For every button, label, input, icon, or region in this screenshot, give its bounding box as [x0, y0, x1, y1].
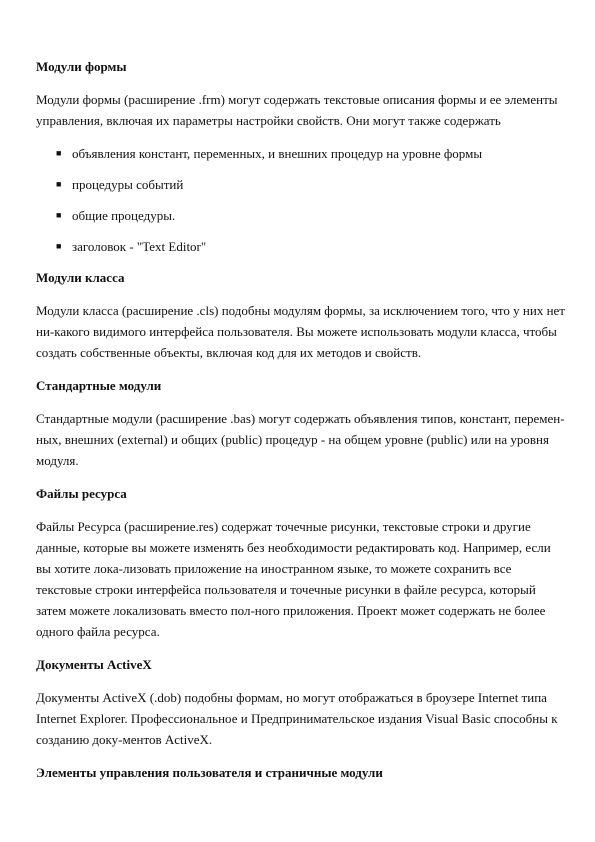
list-item — [56, 143, 566, 164]
section-heading: Модули класса — [36, 270, 125, 285]
section-class-modules — [36, 267, 566, 363]
section-paragraph: Файлы Ресурса (расширение.res) содержат точечные рисунки, текстовые строки и другие данные, которые вы можете изменять без необходимости редактировать код. Например, если вы хотите лока-лизовать приложение на иностранном языке, то можете сохранить все текстовые строки интерфейса пользователя и точечные рисунки в файле ресурса, который затем можете локализовать вместо пол-ного приложения. Проект может содержать не более одного файла ресурса. — [36, 519, 551, 639]
section-paragraph: Документы ActiveX (.dob) подобны формам, но могут отображаться в броузере Internet типа Internet Explorer. Профессиональное и Предпринимательское издания Visual Basic способны к созданию доку-ментов ActiveX. — [36, 690, 558, 747]
list-item-text: общие процедуры. — [72, 208, 176, 223]
section-activex-documents — [36, 654, 566, 750]
list-item-text: заголовок - "Text Editor" — [72, 239, 207, 254]
section-paragraph: Стандартные модули (расширение .bas) могут содержать объявления типов, констант, перемен-ных, внешних (external) и общих (public) процедур - на общем уровне (public) или на уровня модуля. — [36, 411, 565, 468]
list-item — [56, 236, 566, 257]
bullet-list — [36, 143, 566, 257]
section-form-modules — [36, 56, 566, 257]
section-user-controls — [36, 762, 566, 783]
square-bullet-icon: ■ — [56, 179, 62, 189]
section-paragraph: Модули класса (расширение .cls) подобны модулям формы, за исключением того, что у них нет ни-какого видимого интерфейса пользователя. Вы можете использовать модули класса, чтобы создать собственные объекты, включая код для их методов и свойств. — [36, 303, 565, 360]
list-item-text: процедуры событий — [72, 177, 184, 192]
section-heading: Модули формы — [36, 59, 127, 74]
section-heading: Элементы управления пользователя и страничные модули — [36, 765, 383, 780]
square-bullet-icon: ■ — [56, 148, 62, 158]
section-standard-modules — [36, 375, 566, 471]
square-bullet-icon: ■ — [56, 241, 62, 251]
section-heading: Файлы ресурса — [36, 486, 127, 501]
section-heading: Документы ActiveX — [36, 657, 152, 672]
list-item — [56, 174, 566, 195]
square-bullet-icon: ■ — [56, 210, 62, 220]
document-body — [36, 56, 566, 795]
list-item — [56, 205, 566, 226]
section-paragraph: Модули формы (расширение .frm) могут содержать текстовые описания формы и ее элементы управления, включая их параметры настройки свойств. Они могут также содержать — [36, 92, 558, 128]
section-heading: Стандартные модули — [36, 378, 162, 393]
list-item-text: объявления констант, переменных, и внешних процедур на уровне формы — [72, 146, 483, 161]
section-resource-files — [36, 483, 566, 642]
